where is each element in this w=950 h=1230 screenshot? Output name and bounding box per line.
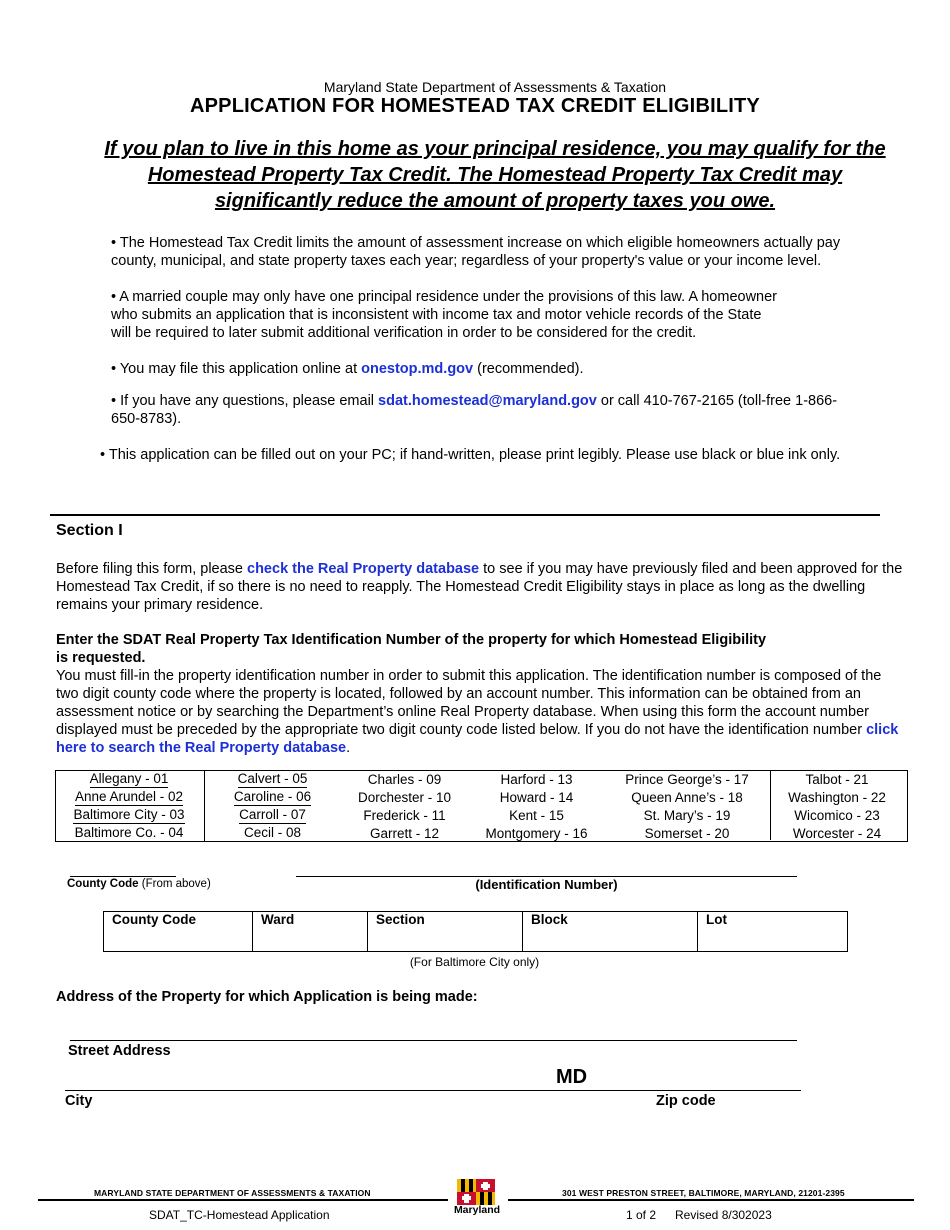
county-code-entry: Baltimore City - 03	[73, 807, 185, 822]
footer-revised: Revised 8/302023	[675, 1208, 772, 1222]
bullet-file-online	[111, 360, 911, 378]
county-cell	[768, 806, 906, 824]
county-code-label-text: County Code	[67, 878, 139, 890]
para1-text: Before filing this form, please	[56, 561, 248, 577]
county-cell	[467, 770, 606, 788]
county-cell	[55, 806, 203, 824]
county-code-entry: Baltimore Co. - 04	[74, 825, 184, 840]
county-code-entry: Washington - 22	[788, 789, 886, 805]
county-cell	[768, 770, 906, 788]
county-code-entry: Prince George’s - 17	[625, 771, 749, 787]
section-divider	[50, 514, 880, 516]
street-address-line[interactable]	[70, 1040, 797, 1041]
county-cell	[467, 824, 606, 842]
county-code-entry: Charles - 09	[367, 771, 442, 787]
baltimore-parcel-grid	[103, 911, 848, 952]
county-cell	[55, 770, 203, 788]
section-intro-paragraph	[56, 560, 906, 614]
footer-address: 301 WEST PRESTON STREET, BALTIMORE, MARYLAND, 21201-2395	[562, 1188, 845, 1198]
county-cell	[342, 806, 467, 824]
county-code-entry: Garrett - 12	[369, 825, 440, 841]
county-cell	[606, 806, 768, 824]
county-code-entry: St. Mary’s - 19	[643, 807, 731, 823]
county-code-entry: Caroline - 06	[233, 789, 312, 804]
county-code-entry: Calvert - 05	[237, 771, 308, 786]
county-code-note: (From above)	[138, 878, 211, 890]
county-code-entry: Worcester - 24	[792, 825, 882, 841]
parcel-note: (For Baltimore City only)	[409, 955, 540, 969]
zip-code-label: Zip code	[656, 1093, 716, 1109]
county-cell	[203, 788, 342, 806]
bullet-questions-phone: or call 410-767-2165 (toll-free 1-866-650-8783).	[111, 393, 838, 427]
bullet-ink: • This application can be filled out on your PC; if hand-written, please print legibly. Please use black or blue ink only.	[100, 447, 841, 463]
bullet-married-line1: • A married couple may only have one principal residence under the provisions of this law. A homeowner	[111, 289, 778, 305]
parcel-block[interactable]: Block	[523, 912, 698, 951]
parcel-county-code[interactable]: County Code	[104, 912, 253, 951]
check-database-link[interactable]: check the Real Property database	[247, 561, 480, 577]
county-cell	[342, 824, 467, 842]
city-label: City	[65, 1093, 93, 1109]
footer-form-name: SDAT_TC-Homestead Application	[149, 1208, 330, 1222]
maryland-flag-icon	[457, 1179, 495, 1205]
id-heading-text: Enter the SDAT Real Property Tax Identification Number of the property for which Homestead Eligibility is requested.	[56, 632, 767, 666]
id-instructions-paragraph	[56, 667, 901, 757]
county-row	[55, 788, 906, 806]
county-code-label	[67, 878, 211, 890]
county-cell	[467, 788, 606, 806]
county-row	[55, 770, 906, 788]
county-cell	[606, 788, 768, 806]
county-cell	[606, 824, 768, 842]
county-cell	[203, 824, 342, 842]
county-cell	[467, 806, 606, 824]
county-code-entry: Talbot - 21	[805, 771, 869, 787]
bullet-married-line2: who submits an application that is inconsistent with income tax and motor vehicle records of the State	[111, 307, 762, 323]
county-cell	[768, 824, 906, 842]
county-code-entry: Somerset - 20	[644, 825, 730, 841]
county-row	[55, 806, 906, 824]
county-code-entry: Queen Anne’s - 18	[631, 789, 743, 805]
maryland-flag-logo	[457, 1179, 495, 1205]
address-heading: Address of the Property for which Application is being made:	[56, 989, 478, 1005]
county-code-entry: Harford - 13	[500, 771, 573, 787]
county-row	[55, 824, 906, 842]
onestop-link[interactable]: onestop.md.gov	[361, 361, 474, 377]
agency-name: Maryland State Department of Assessments & Taxation	[323, 79, 667, 95]
parcel-ward[interactable]: Ward	[253, 912, 368, 951]
bullet-file-online-suffix: (recommended).	[473, 361, 584, 377]
county-cell	[342, 788, 467, 806]
intro-statement: If you plan to live in this home as your principal residence, you may qualify for the Homestead Property Tax Credit. The Homestead Property Tax Credit may significantly reduce the amount of property taxes you owe.	[104, 138, 886, 212]
id-instructions-text: You must fill-in the property identification number in order to submit this application. The identification number is composed of the two digit county code where the property is located, followed by an account number. This information can be obtained from an assessment notice or by searching the Department’s online Real Property database. When using this form the account number displayed must be preceded by the appropriate two digit county code listed below. If you do not have the identification number	[56, 668, 882, 738]
id-instructions-heading	[56, 631, 776, 667]
county-cell	[203, 770, 342, 788]
county-cell	[55, 788, 203, 806]
bullet-questions	[111, 392, 851, 428]
bullet-credit-limit: • The Homestead Tax Credit limits the amount of assessment increase on which eligible homeowners actually pay county, municipal, and state property taxes each year; regardless of your property's value or your income level.	[111, 235, 841, 269]
county-code-line	[70, 876, 176, 877]
county-code-entry: Montgomery - 16	[485, 825, 588, 841]
street-address-label: Street Address	[68, 1043, 171, 1059]
bullet-married-couple	[111, 288, 911, 342]
form-title: APPLICATION FOR HOMESTEAD TAX CREDIT ELIGIBILITY	[190, 95, 760, 117]
county-code-entry: Anne Arundel - 02	[74, 789, 184, 804]
footer-logo-text: Maryland	[453, 1204, 501, 1216]
search-database-link[interactable]: click here to search the Real Property database	[56, 722, 899, 756]
county-code-entry: Howard - 14	[499, 789, 574, 805]
section-title: Section I	[56, 522, 123, 539]
county-code-entry: Frederick - 11	[363, 807, 446, 823]
id-number-label: (Identification Number)	[475, 877, 618, 892]
county-code-entry: Carroll - 07	[239, 807, 306, 822]
bullet-questions-text: • If you have any questions, please email	[111, 393, 379, 409]
county-cell	[606, 770, 768, 788]
county-code-table	[55, 770, 906, 842]
county-code-entry: Cecil - 08	[243, 825, 302, 840]
bullet-file-online-text: • You may file this application online at	[111, 361, 362, 377]
footer-rule-left	[38, 1199, 448, 1201]
bullet-married-line3: will be required to later submit additional verification in order to be considered for the credit.	[111, 325, 697, 341]
para1-text-end: to see if you may have previously filed and been approved for the Homestead Tax Credit, if so there is no need to reapply. The Homestead Credit Eligibility stays in place as long as the dwelling remains your primary residence.	[56, 561, 903, 613]
id-instructions-end: .	[346, 740, 351, 756]
email-link[interactable]: sdat.homestead@maryland.gov	[378, 393, 597, 409]
city-line[interactable]	[65, 1090, 801, 1091]
county-cell	[768, 788, 906, 806]
county-code-entry: Wicomico - 23	[794, 807, 880, 823]
county-code-entry: Kent - 15	[509, 807, 564, 823]
county-code-entry: Allegany - 01	[89, 771, 169, 786]
parcel-lot[interactable]: Lot	[706, 912, 727, 927]
parcel-section[interactable]: Section	[368, 912, 523, 951]
footer-page-number: 1 of 2	[626, 1208, 657, 1222]
county-cell	[55, 824, 203, 842]
county-cell	[203, 806, 342, 824]
state-value: MD	[556, 1066, 588, 1088]
county-cell	[342, 770, 467, 788]
county-code-entry: Dorchester - 10	[357, 789, 452, 805]
footer-rule-right	[508, 1199, 914, 1201]
footer-department: MARYLAND STATE DEPARTMENT OF ASSESSMENTS & TAXATION	[94, 1188, 371, 1198]
